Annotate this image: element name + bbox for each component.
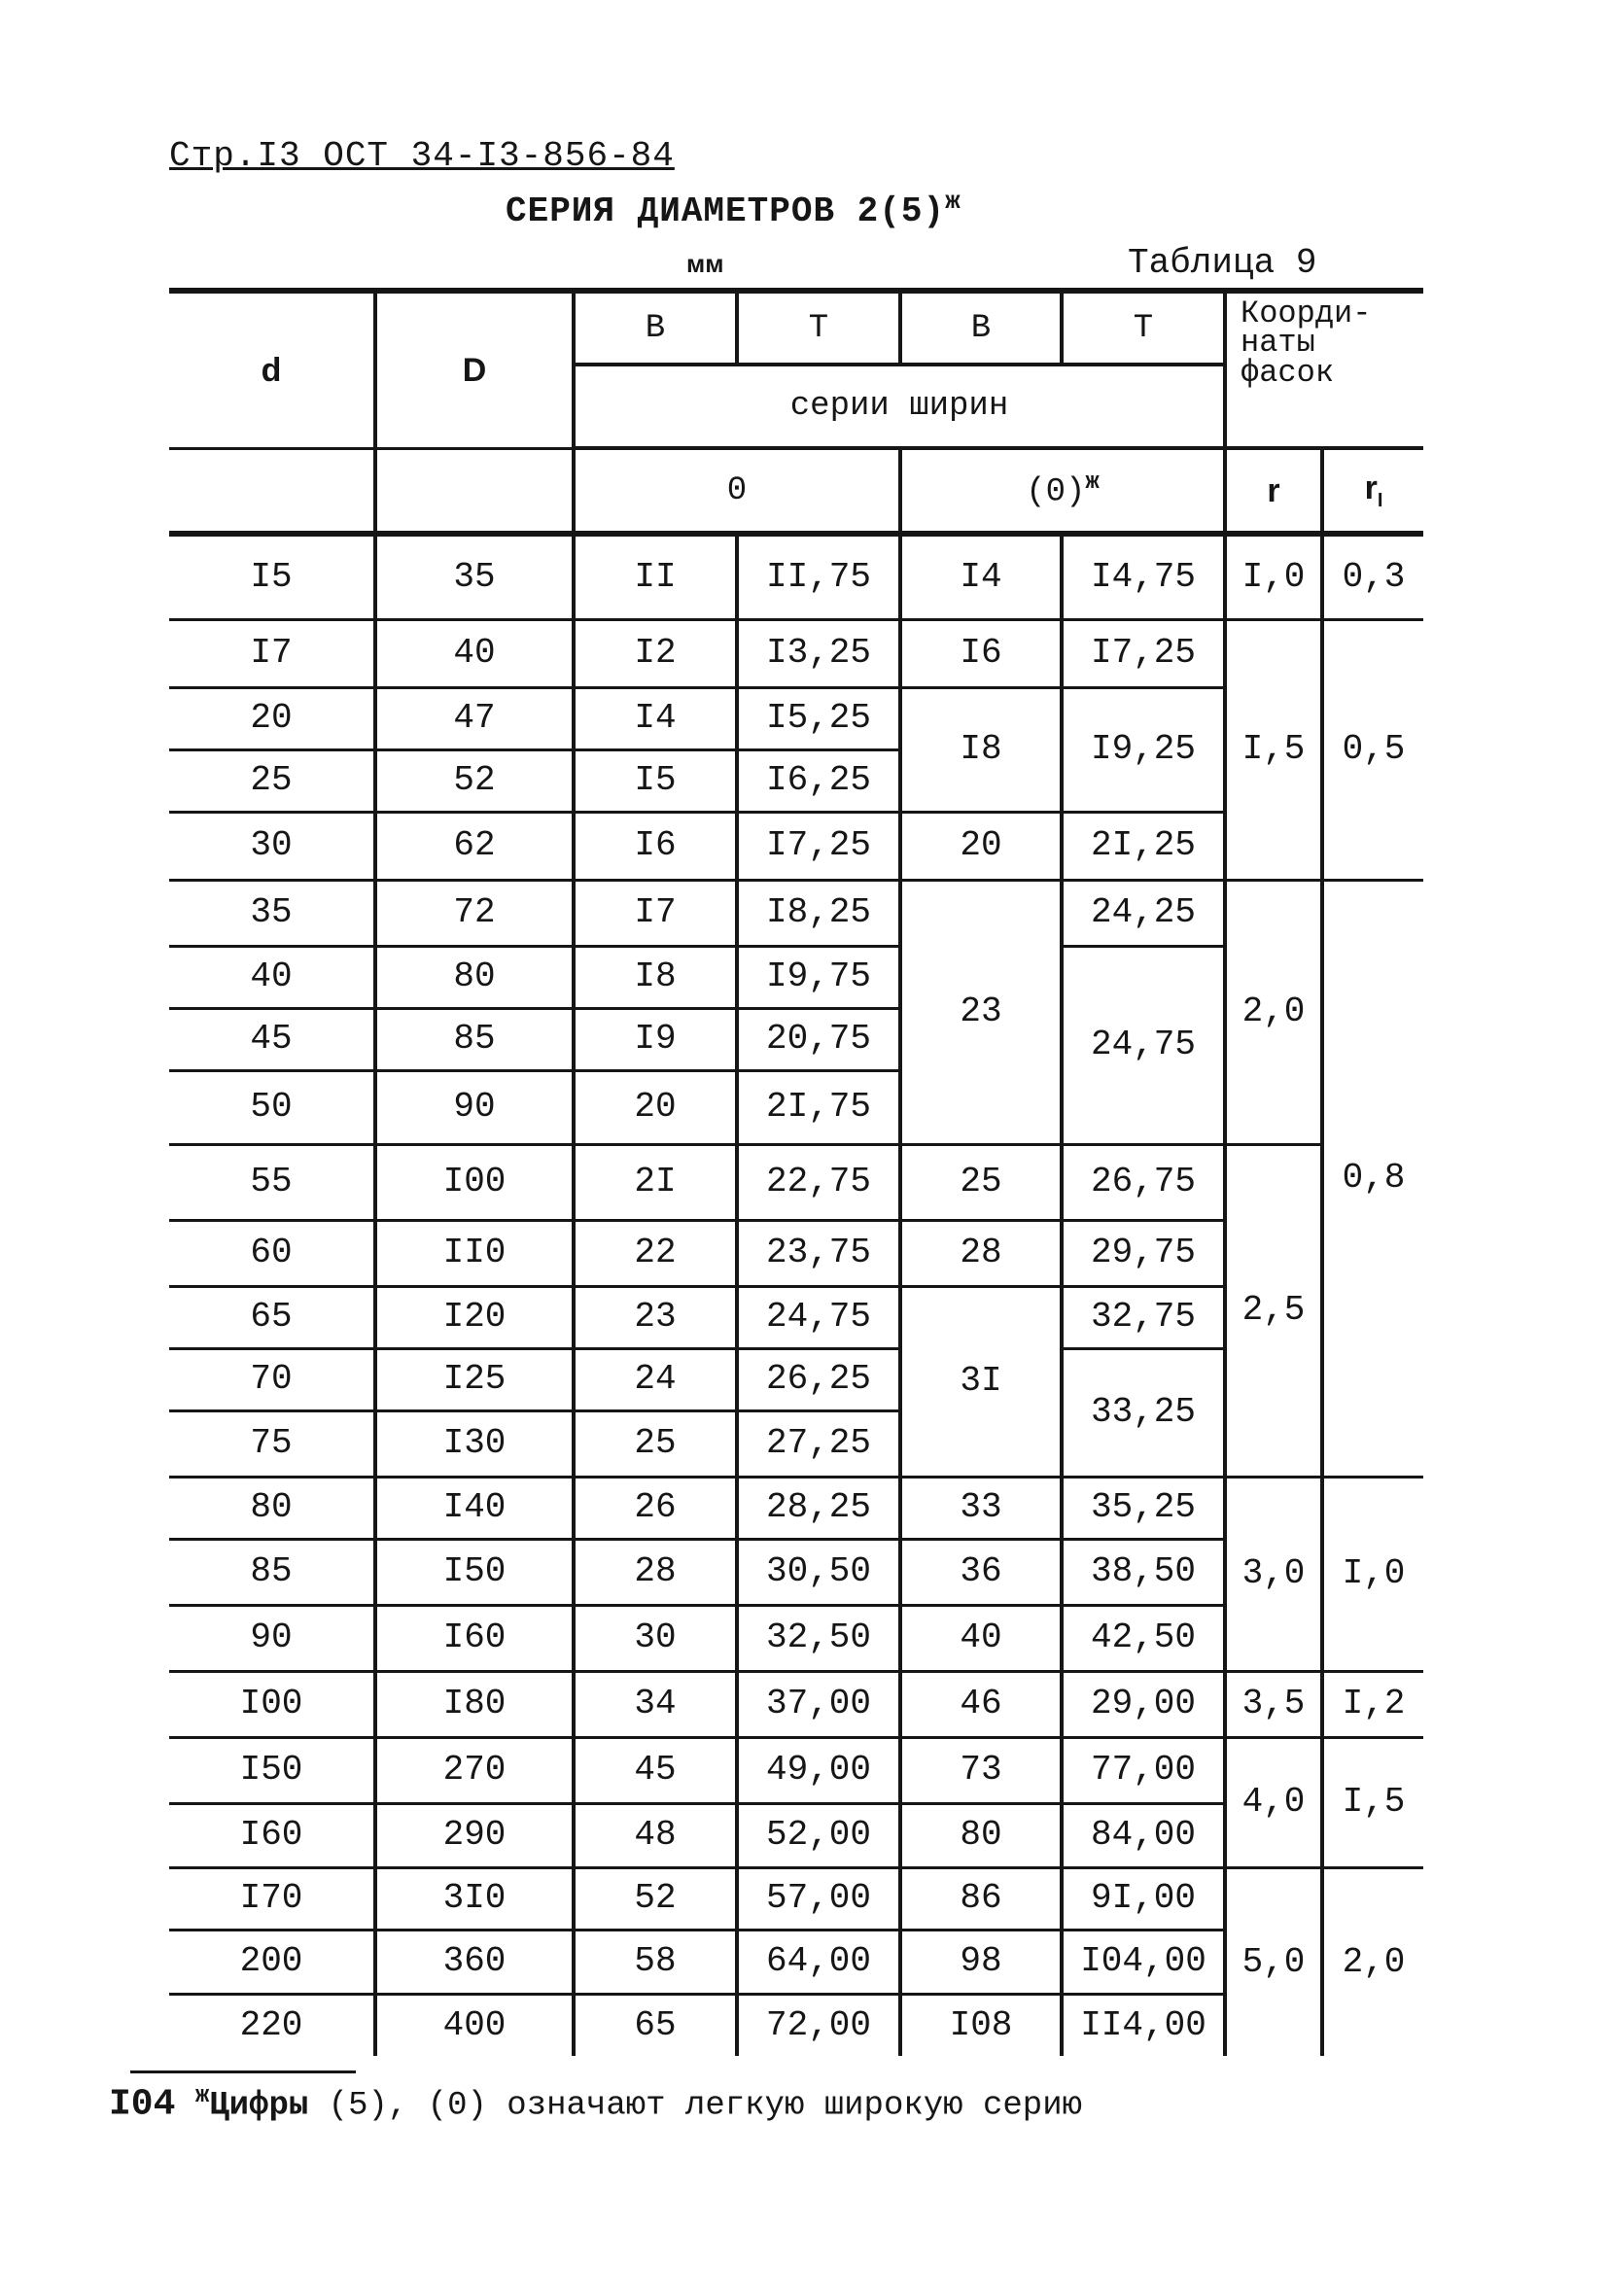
cell-T-0: I7,25	[737, 812, 900, 880]
cell-D: 35	[375, 534, 574, 619]
cell-d: 30	[169, 812, 375, 880]
cell-T-0p: I4,75	[1062, 534, 1225, 619]
header-cell-empty-D	[375, 448, 574, 534]
table-row	[169, 1867, 1423, 1930]
cell-D: I20	[375, 1286, 574, 1348]
cell-T-0: 20,75	[737, 1008, 900, 1070]
cell-B-0: I4	[574, 687, 737, 749]
header-cell-D: D	[375, 291, 574, 448]
cell-d: 200	[169, 1930, 375, 1994]
cell-T-0p: 29,00	[1062, 1671, 1225, 1737]
cell-B-0p: 28	[900, 1220, 1062, 1286]
cell-B-0p: 33	[900, 1477, 1062, 1539]
cell-T-0p: I9,25	[1062, 687, 1225, 812]
cell-B-0: I8	[574, 946, 737, 1008]
r1-text: r	[1364, 469, 1378, 506]
cell-B-0p: 73	[900, 1737, 1062, 1803]
cell-T-0: 2I,75	[737, 1070, 900, 1144]
cell-T-0: I9,75	[737, 946, 900, 1008]
cell-T-0: 26,25	[737, 1348, 900, 1410]
cell-B-0: 23	[574, 1286, 737, 1348]
cell-B-0: 24	[574, 1348, 737, 1410]
table-row	[169, 1477, 1423, 1539]
cell-d: I5	[169, 534, 375, 619]
cell-D: I30	[375, 1410, 574, 1477]
cell-T-0p: 9I,00	[1062, 1867, 1225, 1930]
cell-r: 4,0	[1225, 1737, 1322, 1867]
cell-T-0: I8,25	[737, 880, 900, 946]
table-body	[169, 534, 1423, 2056]
cell-B-0: 28	[574, 1539, 737, 1605]
cell-d: I70	[169, 1867, 375, 1930]
cell-D: 90	[375, 1070, 574, 1144]
cell-d: 75	[169, 1410, 375, 1477]
cell-d: 220	[239, 2004, 303, 2045]
unit-label: мм	[686, 249, 724, 278]
footnote-text: (5), (0) означают легкую широкую серию	[308, 2087, 1082, 2125]
cell-B-0: I2	[574, 619, 737, 687]
series-title-text: СЕРИЯ ДИАМЕТРОВ 2(5)	[506, 191, 946, 231]
header-cell-r: r	[1225, 448, 1322, 534]
series-title-footnote-mark: ж	[945, 187, 961, 216]
cell-D: 290	[375, 1803, 574, 1867]
cell-B-0: 45	[574, 1737, 737, 1803]
header-cell-B-0: B	[574, 291, 737, 365]
cell-d: 35	[169, 880, 375, 946]
header-cell-T-0p: T	[1062, 291, 1225, 365]
cell-D: 360	[375, 1930, 574, 1994]
cell-B-0: 22	[574, 1220, 737, 1286]
header-cell-width-0p	[900, 448, 1225, 534]
cell-r1: I,0	[1322, 1477, 1423, 1671]
cell-B-0p: 25	[900, 1144, 1062, 1220]
cell-D: I00	[375, 1144, 574, 1220]
cell-D: 47	[375, 687, 574, 749]
cell-B-0p: I4	[900, 534, 1062, 619]
header-cell-T-0: T	[737, 291, 900, 365]
cell-B-0p: I8	[900, 687, 1062, 812]
cell-T-0: 32,50	[737, 1605, 900, 1671]
cell-T-0p: 26,75	[1062, 1144, 1225, 1220]
cell-B-0p: 86	[900, 1867, 1062, 1930]
cell-B-0p: 36	[900, 1539, 1062, 1605]
header-cell-r1	[1322, 448, 1423, 534]
header-cell-B-0p: B	[900, 291, 1062, 365]
table-row	[169, 1671, 1423, 1737]
cell-B-0: I7	[574, 880, 737, 946]
table-row	[169, 880, 1423, 946]
cell-d: 85	[169, 1539, 375, 1605]
cell-r: 5,0	[1225, 1867, 1322, 2056]
cell-d: I60	[169, 1803, 375, 1867]
coord-line-2: наты	[1241, 325, 1315, 362]
cell-B-0: II	[574, 534, 737, 619]
cell-T-0: I5,25	[737, 687, 900, 749]
bearing-dimensions-table	[169, 288, 1423, 2056]
cell-T-0p: I7,25	[1062, 619, 1225, 687]
cell-T-0p: 84,00	[1062, 1803, 1225, 1867]
cell-B-0p: 46	[900, 1671, 1062, 1737]
cell-T-0: 30,50	[737, 1539, 900, 1605]
cell-D: II0	[375, 1220, 574, 1286]
cell-D: I50	[375, 1539, 574, 1605]
cell-T-0: 49,00	[737, 1737, 900, 1803]
cell-B-0: 30	[574, 1605, 737, 1671]
cell-r: 3,5	[1225, 1671, 1322, 1737]
cell-T-0p: 24,25	[1062, 880, 1225, 946]
cell-d: 40	[169, 946, 375, 1008]
cell-d: I50	[169, 1737, 375, 1803]
cell-r1: I,2	[1322, 1671, 1423, 1737]
cell-r1: I,5	[1322, 1737, 1423, 1867]
cell-T-0: I6,25	[737, 749, 900, 812]
cell-T-0: 57,00	[737, 1867, 900, 1930]
cell-r1: 2,0	[1322, 1867, 1423, 2056]
cell-D: 85	[375, 1008, 574, 1070]
cell-B-0: 48	[574, 1803, 737, 1867]
cell-r1: 0,5	[1322, 619, 1423, 880]
cell-B-0: 34	[574, 1671, 737, 1737]
cell-T-0: 23,75	[737, 1220, 900, 1286]
table-row	[169, 619, 1423, 687]
cell-T-0p: 29,75	[1062, 1220, 1225, 1286]
cell-B-0: 20	[574, 1070, 737, 1144]
cell-T-0p: 24,75	[1062, 946, 1225, 1144]
cell-r: I,5	[1225, 619, 1322, 880]
cell-D: I80	[375, 1671, 574, 1737]
header-cell-d: d	[169, 291, 375, 448]
page-number: I04	[109, 2083, 176, 2126]
cell-D: 3I0	[375, 1867, 574, 1930]
cell-D: 52	[375, 749, 574, 812]
header-cell-width-series: серии ширин	[574, 365, 1225, 448]
cell-D: 40	[375, 619, 574, 687]
cell-T-0: I3,25	[737, 619, 900, 687]
footnote-mark: ж	[194, 2083, 210, 2109]
width-0p-mark: ж	[1085, 470, 1100, 497]
cell-B-0: I9	[574, 1008, 737, 1070]
cell-B-0: I6	[574, 812, 737, 880]
cell-r: 3,0	[1225, 1477, 1322, 1671]
cell-d: 20	[169, 687, 375, 749]
cell-B-0p: 23	[900, 880, 1062, 1144]
cell-d: I7	[169, 619, 375, 687]
cell-T-0: 72,00	[737, 1994, 900, 2056]
cell-r1: 0,8	[1322, 880, 1423, 1477]
cell-d: 45	[169, 1008, 375, 1070]
cell-T-0p: 33,25	[1062, 1348, 1225, 1477]
footnote	[109, 2083, 1082, 2125]
footnote-word: Цифры	[209, 2087, 309, 2125]
cell-T-0: 27,25	[737, 1410, 900, 1477]
coord-line-1: Коорди-	[1241, 296, 1372, 331]
header-cell-chamfer-coordinates	[1225, 291, 1423, 448]
cell-T-0p: II4,00	[1062, 1994, 1225, 2056]
cell-d: 70	[169, 1348, 375, 1410]
cell-r: 2,0	[1225, 880, 1322, 1144]
cell-d: 65	[169, 1286, 375, 1348]
cell-B-0: I5	[574, 749, 737, 812]
cell-T-0: 37,00	[737, 1671, 900, 1737]
coord-line-3: фасок	[1241, 354, 1335, 391]
cell-B-0: 65	[574, 1994, 737, 2056]
cell-B-0: 52	[574, 1867, 737, 1930]
cell-B-0: 2I	[574, 1144, 737, 1220]
series-title	[506, 187, 961, 231]
cell-D: I60	[375, 1605, 574, 1671]
cell-d: 60	[169, 1220, 375, 1286]
cell-B-0p: I08	[900, 1994, 1062, 2056]
cell-r1: 0,3	[1322, 534, 1423, 619]
cell-T-0: 28,25	[737, 1477, 900, 1539]
cell-D: I40	[375, 1477, 574, 1539]
cell-r: I,0	[1225, 534, 1322, 619]
table-row	[169, 534, 1423, 619]
cell-B-0p: 80	[900, 1803, 1062, 1867]
width-0p-text: (0)	[1026, 473, 1086, 511]
cell-D: 62	[375, 812, 574, 880]
cell-T-0p: 42,50	[1062, 1605, 1225, 1671]
cell-D: 270	[375, 1737, 574, 1803]
cell-B-0: 58	[574, 1930, 737, 1994]
cell-T-0p: 35,25	[1062, 1477, 1225, 1539]
header-cell-empty-d	[169, 448, 375, 534]
cell-d: 25	[169, 749, 375, 812]
table-row	[169, 1737, 1423, 1803]
cell-T-0: 22,75	[737, 1144, 900, 1220]
cell-B-0p: 98	[900, 1930, 1062, 1994]
cell-D: 400	[375, 1994, 574, 2056]
cell-T-0p: 2I,25	[1062, 812, 1225, 880]
cell-D: I25	[375, 1348, 574, 1410]
cell-B-0p: 20	[900, 812, 1062, 880]
cell-B-0: 25	[574, 1410, 737, 1477]
cell-d: 50	[169, 1070, 375, 1144]
cell-T-0p: I04,00	[1062, 1930, 1225, 1994]
footnote-rule	[130, 2070, 356, 2073]
cell-D: 80	[375, 946, 574, 1008]
cell-T-0: 52,00	[737, 1803, 900, 1867]
header-cell-width-0: 0	[574, 448, 900, 534]
cell-d: 90	[169, 1605, 375, 1671]
cell-B-0p: 40	[900, 1605, 1062, 1671]
cell-T-0: 64,00	[737, 1930, 900, 1994]
cell-T-0p: 77,00	[1062, 1737, 1225, 1803]
cell-T-0: 24,75	[737, 1286, 900, 1348]
cell-T-0: II,75	[737, 534, 900, 619]
cell-D: 72	[375, 880, 574, 946]
cell-T-0p: 32,75	[1062, 1286, 1225, 1348]
cell-B-0p: I6	[900, 619, 1062, 687]
cell-T-0p: 38,50	[1062, 1539, 1225, 1605]
cell-d: I00	[169, 1671, 375, 1737]
table-row	[169, 1144, 1423, 1220]
cell-d: 55	[169, 1144, 375, 1220]
document-reference: Стр.I3 ОСТ 34-I3-856-84	[169, 136, 675, 176]
cell-d: 80	[169, 1477, 375, 1539]
r1-subscript: I	[1377, 489, 1383, 511]
table-label: Таблица 9	[1128, 243, 1317, 283]
cell-B-0p: 3I	[900, 1286, 1062, 1477]
cell-r: 2,5	[1225, 1144, 1322, 1477]
cell-B-0: 26	[574, 1477, 737, 1539]
